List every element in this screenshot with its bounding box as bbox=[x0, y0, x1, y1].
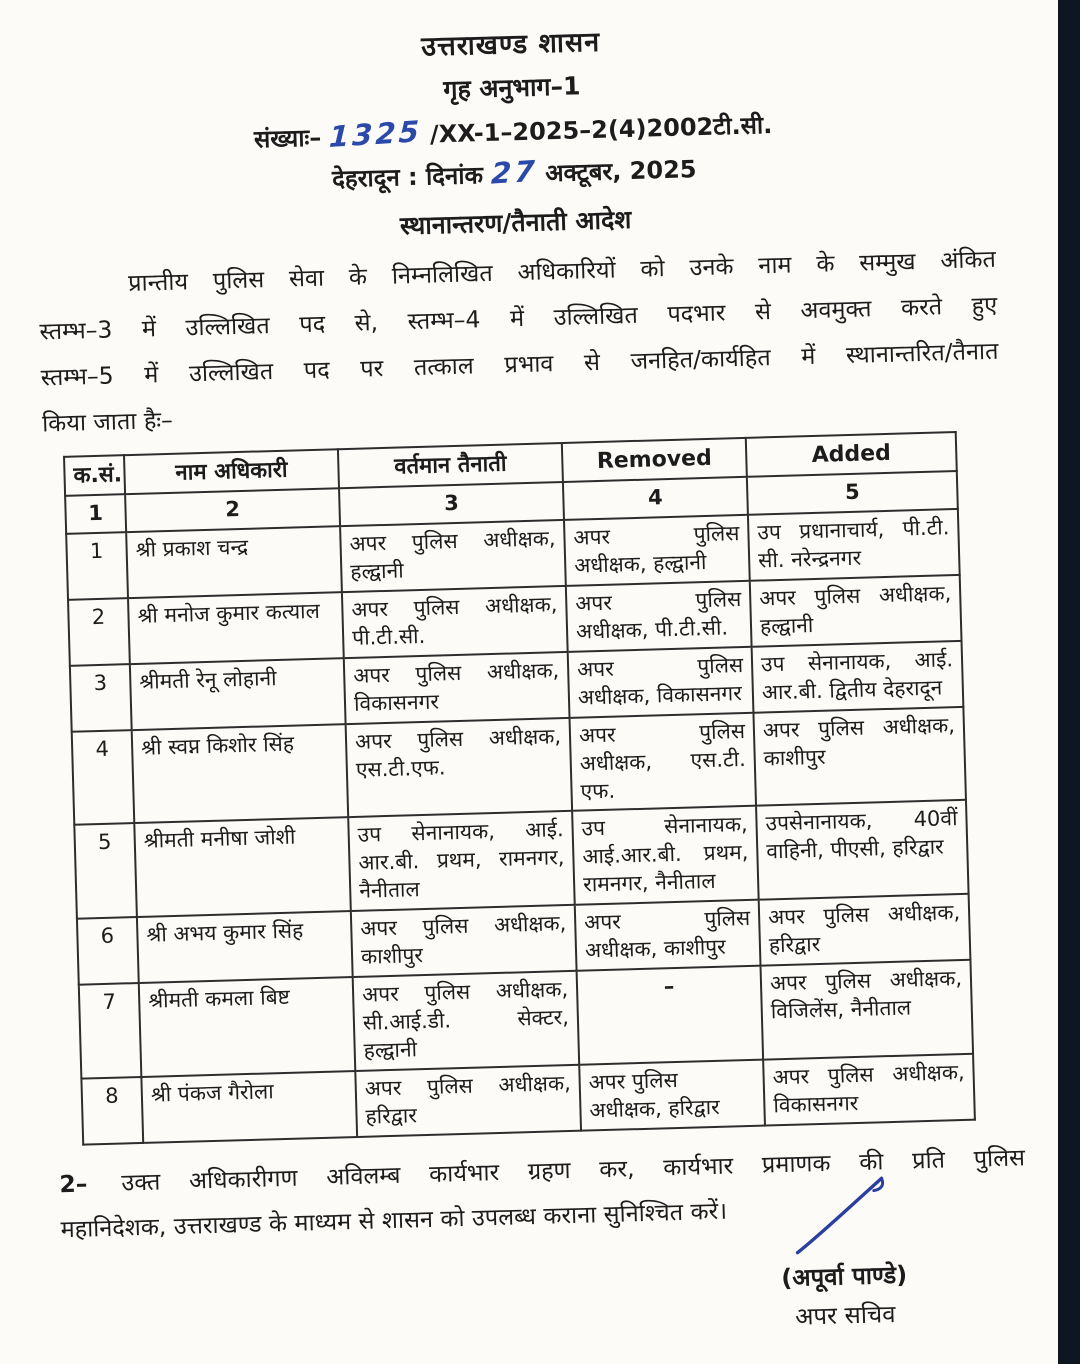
serial-cell: 4 bbox=[72, 730, 135, 825]
officer-name-cell: श्री प्रकाश चन्द्र bbox=[126, 526, 342, 598]
paragraph-number: 2– bbox=[58, 1169, 88, 1198]
signature-block bbox=[701, 1166, 985, 1336]
added-cell: अपर पुलिस अधीक्षक, विकासनगर bbox=[763, 1054, 975, 1126]
dateline-prefix: देहरादून : दिनांक bbox=[331, 161, 484, 194]
officer-name-cell: श्रीमती कमला बिष्ट bbox=[139, 977, 356, 1077]
serial-cell: 3 bbox=[70, 664, 132, 731]
col-num-2: 2 bbox=[125, 488, 340, 532]
officer-name-cell: श्री अभय कुमार सिंह bbox=[137, 911, 353, 983]
ref-suffix: /XX-1–2025–2(4)2002टी.सी. bbox=[429, 110, 773, 149]
handwritten-date-day: 27 bbox=[490, 153, 538, 191]
handwritten-ref-number: 1325 bbox=[328, 114, 423, 154]
signer-name: (अपूर्वा पाण्डे) bbox=[780, 1260, 908, 1293]
signer-title: अपर सचिव bbox=[794, 1300, 896, 1331]
intro-line-4: किया जाता हैः– bbox=[41, 405, 174, 438]
header-serial: क.सं. bbox=[64, 455, 125, 496]
closing-text-1: उक्त अधिकारीगण अविलम्ब कार्यभार ग्रहण कर, कार्यभार प्रमाणक की प्रति पुलिस bbox=[121, 1143, 1026, 1197]
intro-line-2: स्तम्भ–3 में उल्लिखित पद से, स्तम्भ–4 में उल्लिखित पदभार से अवमुक्त करते हुए bbox=[39, 290, 998, 346]
removed-cell: अपर पुलिस अधीक्षक, काशीपुर bbox=[575, 900, 761, 971]
added-cell: अपर पुलिस अधीक्षक, काशीपुर bbox=[753, 707, 966, 807]
removed-cell: अपर पुलिस अधीक्षक, पी.टी.सी. bbox=[566, 581, 752, 652]
serial-cell: 6 bbox=[77, 917, 139, 984]
serial-cell: 2 bbox=[68, 598, 130, 665]
header-removed: Removed bbox=[562, 438, 747, 482]
serial-cell: 5 bbox=[74, 824, 137, 919]
current-posting-cell: उप सेनानायक, आई. आर.बी. प्रथम, रामनगर, नैनीताल bbox=[348, 811, 575, 911]
added-cell: अपर पुलिस अधीक्षक, हरिद्वार bbox=[759, 894, 971, 966]
header-officer-name: नाम अधिकारी bbox=[124, 449, 339, 494]
dateline-suffix: अक्टूबर, 2025 bbox=[544, 155, 697, 188]
section-title: गृह अनुभाग–1 bbox=[442, 71, 581, 105]
current-posting-cell: अपर पुलिस अधीक्षक, एस.टी.एफ. bbox=[346, 718, 573, 818]
officer-name-cell: श्री पंकज गैरोला bbox=[141, 1071, 357, 1143]
current-posting-cell: अपर पुलिस अधीक्षक, विकासनगर bbox=[344, 652, 570, 724]
serial-cell: 7 bbox=[79, 983, 142, 1078]
officer-name-cell: श्रीमती मनीषा जोशी bbox=[134, 818, 351, 918]
added-cell: अपर पुलिस अधीक्षक, विजिलेंस, नैनीताल bbox=[761, 960, 974, 1060]
current-posting-cell: अपर पुलिस अधीक्षक, सी.आई.डी. सेक्टर, हल्द्वानी bbox=[353, 971, 580, 1071]
removed-cell: – bbox=[577, 966, 764, 1065]
removed-cell: अपर पुलिस अधीक्षक, हरिद्वार bbox=[579, 1059, 765, 1130]
intro-line-1: प्रान्तीय पुलिस सेवा के निम्नलिखित अधिकारियों को उनके नाम के सम्मुख अंकित bbox=[127, 244, 997, 298]
removed-cell: अपर पुलिस अधीक्षक, विकासनगर bbox=[568, 647, 754, 718]
current-posting-cell: अपर पुलिस अधीक्षक, काशीपुर bbox=[351, 905, 577, 977]
officer-name-cell: श्री मनोज कुमार कत्याल bbox=[128, 592, 344, 664]
added-cell: उप प्रधानाचार्य, पी.टी. सी. नरेन्द्रनगर bbox=[748, 509, 960, 581]
added-cell: उपसेनानायक, 40वीं वाहिनी, पीएसी, हरिद्वार bbox=[756, 800, 969, 900]
removed-cell: उप सेनानायक, आई.आर.बी. प्रथम, रामनगर, नैनीताल bbox=[572, 806, 759, 905]
closing-paragraph-line-2: महानिदेशक, उत्तराखण्ड के माध्यम से शासन को उपलब्ध कराना सुनिश्चित करें। bbox=[60, 1196, 728, 1243]
ref-prefix: संख्याः– bbox=[253, 123, 322, 154]
order-heading: स्थानान्तरण/तैनाती आदेश bbox=[399, 204, 632, 241]
officer-name-cell: श्री स्वप्न किशोर सिंह bbox=[132, 724, 349, 824]
current-posting-cell: अपर पुलिस अधीक्षक, हल्द्वानी bbox=[340, 520, 566, 592]
col-num-5: 5 bbox=[747, 471, 958, 515]
scan-edge-strip bbox=[1058, 0, 1080, 1364]
col-num-1: 1 bbox=[65, 494, 126, 534]
col-num-3: 3 bbox=[339, 482, 564, 526]
signature-stroke bbox=[787, 1168, 899, 1259]
intro-paragraph bbox=[38, 236, 1001, 447]
intro-line-3: स्तम्भ–5 में उल्लिखित पद पर तत्काल प्रभाव से जनहित/कार्यहित में स्थानान्तरित/तैनात bbox=[40, 336, 999, 392]
transfer-table bbox=[63, 431, 976, 1145]
header-current-posting: वर्तमान तैनाती bbox=[338, 443, 563, 488]
removed-cell: अपर पुलिस अधीक्षक, एस.टी. एफ. bbox=[570, 712, 757, 811]
org-title: उत्तराखण्ड शासन bbox=[420, 26, 601, 63]
serial-cell: 8 bbox=[81, 1077, 143, 1144]
added-cell: अपर पुलिस अधीक्षक, हल्द्वानी bbox=[750, 575, 962, 647]
added-cell: उप सेनानायक, आई. आर.बी. द्वितीय देहरादून bbox=[752, 641, 964, 713]
officer-name-cell: श्रीमती रेनू लोहानी bbox=[130, 658, 346, 730]
header-added: Added bbox=[746, 432, 957, 477]
col-num-4: 4 bbox=[563, 477, 748, 520]
serial-cell: 1 bbox=[66, 532, 128, 599]
current-posting-cell: अपर पुलिस अधीक्षक, पी.टी.सी. bbox=[342, 586, 568, 658]
current-posting-cell: अपर पुलिस अधीक्षक, हरिद्वार bbox=[355, 1065, 581, 1137]
removed-cell: अपर पुलिस अधीक्षक, हल्द्वानी bbox=[564, 515, 750, 586]
